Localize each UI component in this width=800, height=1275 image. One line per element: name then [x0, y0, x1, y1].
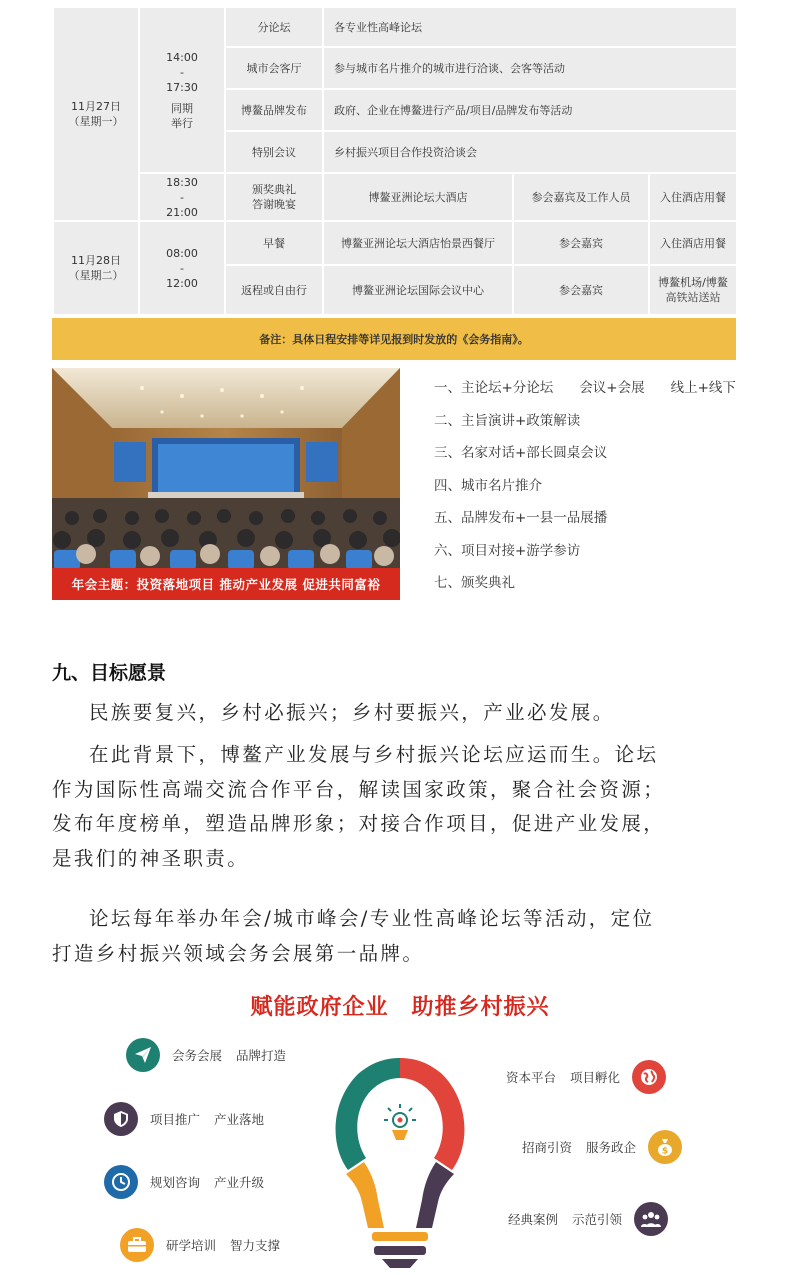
people-icon — [634, 1202, 668, 1236]
agenda-label: 二、主旨演讲+政策解读 — [434, 412, 581, 429]
event-name: 特别会议 — [225, 131, 323, 173]
venue: 博鳌亚洲论坛大酒店怡景西餐厅 — [323, 221, 513, 265]
svg-text:$: $ — [661, 1146, 669, 1157]
bulb-segment-teal — [336, 1058, 400, 1170]
paragraph-line: 论坛每年举办年会/城市峰会/专业性高峰论坛等活动，定位 — [89, 907, 655, 930]
service-item — [506, 1060, 666, 1094]
event-name: 返程或自由行 — [225, 265, 323, 315]
briefcase-icon — [120, 1228, 154, 1262]
schedule-table — [52, 6, 738, 316]
service-label: 研学培训 — [166, 1238, 217, 1253]
day2-time-cell — [139, 221, 225, 315]
bulb-tip — [382, 1259, 418, 1268]
time-start: 08:00 — [166, 246, 198, 260]
award-name: 颁奖典礼 — [252, 183, 296, 196]
idea-icon — [384, 1104, 416, 1140]
service-item — [104, 1102, 264, 1136]
service-label: 产业升级 — [214, 1175, 265, 1190]
agenda-tag: 会议+会展 — [579, 380, 645, 396]
paragraph-3 — [52, 902, 742, 971]
award-name-cell — [225, 173, 323, 221]
agenda-item — [434, 506, 736, 539]
agenda-item — [434, 474, 736, 507]
shield-icon — [104, 1102, 138, 1136]
venue: 博鳌亚洲论坛国际会议中心 — [323, 265, 513, 315]
schedule-note: 备注：具体日程安排等详见报到时发放的《会务指南》。 — [52, 318, 736, 360]
paragraph-line: 发布年度榜单，塑造品牌形象；对接合作项目，促进产业发展， — [52, 812, 666, 835]
service-label: 项目推广 — [150, 1112, 201, 1127]
money-bag-icon — [648, 1130, 682, 1164]
service-label: 服务政企 — [586, 1140, 637, 1155]
service-label: 规划咨询 — [150, 1175, 201, 1190]
transfer-cell — [649, 265, 737, 315]
event-name: 城市会客厅 — [225, 47, 323, 89]
day2-date: 11月28日 — [71, 254, 121, 267]
transfer-line-1: 博鳌机场/博鳌 — [658, 276, 728, 289]
attendees: 参会嘉宾 — [513, 221, 649, 265]
event-name: 博鳌品牌发布 — [225, 89, 323, 131]
day1-date-cell — [53, 7, 139, 221]
service-label: 产业落地 — [214, 1112, 265, 1127]
venue: 博鳌亚洲论坛大酒店 — [323, 173, 513, 221]
attendees: 参会嘉宾及工作人员 — [513, 173, 649, 221]
agenda-tag: 线上+线下 — [670, 380, 736, 396]
paragraph-line: 打造乡村振兴领域会务会展第一品牌。 — [52, 941, 425, 965]
paper-plane-icon — [126, 1038, 160, 1072]
bulb-base-ring — [372, 1232, 428, 1241]
conference-hall-image — [52, 368, 400, 600]
day2-date-cell — [53, 221, 139, 315]
agenda-item — [434, 571, 736, 604]
banquet-name: 答谢晚宴 — [252, 198, 296, 211]
bulb-base-ring — [374, 1246, 426, 1255]
event-detail: 各专业性高峰论坛 — [323, 7, 737, 47]
service-label: 招商引资 — [522, 1140, 573, 1155]
time-dash: - — [180, 261, 184, 275]
service-item — [104, 1165, 264, 1199]
event-detail: 乡村振兴项目合作投资洽谈会 — [323, 131, 737, 173]
paragraph-line: 是我们的神圣职责。 — [52, 846, 250, 870]
service-item — [126, 1038, 286, 1072]
bulb-segment-dark — [416, 1162, 454, 1228]
service-label: 示范引领 — [572, 1212, 623, 1227]
agenda-label: 三、名家对话+部长圆桌会议 — [434, 445, 608, 461]
service-label: 会务会展 — [172, 1048, 223, 1063]
event-detail: 政府、企业在博鳌进行产品/项目/品牌发布等活动 — [323, 89, 737, 131]
agenda-label: 五、品牌发布+一县一品展播 — [434, 510, 608, 526]
agenda-label: 六、项目对接+游学参访 — [434, 542, 581, 559]
lightbulb-graphic — [328, 1050, 472, 1270]
day1-weekday: （星期一） — [68, 115, 124, 128]
agenda-label: 四、城市名片推介 — [434, 477, 542, 494]
service-label: 项目孵化 — [570, 1070, 621, 1085]
service-item — [120, 1228, 280, 1262]
paragraph-1 — [52, 696, 742, 731]
service-label: 品牌打造 — [236, 1048, 287, 1063]
annual-theme-caption: 年会主题：投资落地项目 推动产业发展 促进共同富裕 — [52, 568, 400, 600]
service-label: 智力支撑 — [230, 1238, 281, 1253]
time-end: 17:30 — [166, 80, 198, 94]
attendees: 参会嘉宾 — [513, 265, 649, 315]
day2-weekday: （星期二） — [68, 269, 124, 282]
concurrent-label-2: 举行 — [171, 116, 193, 130]
event-detail: 参与城市名片推介的城市进行洽谈、会客等活动 — [323, 47, 737, 89]
time-start: 14:00 — [166, 50, 198, 64]
agenda-item — [434, 376, 736, 409]
clock-icon — [104, 1165, 138, 1199]
event-name: 分论坛 — [225, 7, 323, 47]
globe-icon — [632, 1060, 666, 1094]
service-label: 经典案例 — [508, 1212, 559, 1227]
bulb-segment-orange — [346, 1162, 384, 1228]
event-name: 早餐 — [225, 221, 323, 265]
section-title: 九、目标愿景 — [52, 662, 167, 684]
time-dash: - — [180, 190, 184, 204]
concurrent-label: 同期 — [171, 101, 193, 115]
service-label: 资本平台 — [506, 1070, 557, 1085]
transfer-line-2: 高铁站送站 — [665, 291, 721, 304]
meal: 入住酒店用餐 — [649, 221, 737, 265]
time-start: 18:30 — [166, 175, 198, 189]
day1-date: 11月27日 — [71, 100, 121, 113]
meal: 入住酒店用餐 — [649, 173, 737, 221]
agenda-label: 七、颁奖典礼 — [434, 575, 515, 591]
paragraph-2 — [52, 738, 742, 876]
conference-photo — [52, 368, 400, 600]
agenda-label: 一、主论坛+分论坛 — [434, 380, 554, 396]
agenda-list — [434, 376, 736, 604]
time-end: 21:00 — [166, 205, 198, 219]
service-item — [508, 1202, 668, 1236]
day1-time-cell — [139, 7, 225, 173]
service-item — [522, 1130, 682, 1164]
agenda-item — [434, 441, 736, 474]
agenda-item — [434, 539, 736, 572]
time-dash: - — [180, 65, 184, 79]
paragraph-line: 民族要复兴，乡村必振兴；乡村要振兴，产业必发展。 — [89, 701, 615, 724]
diagram-title: 赋能政府企业 助推乡村振兴 — [250, 995, 550, 1020]
bulb-segment-red — [400, 1058, 464, 1170]
day1-evening-time-cell — [139, 173, 225, 221]
agenda-item — [434, 409, 736, 442]
time-end: 12:00 — [166, 276, 198, 290]
paragraph-line: 作为国际性高端交流合作平台，解读国家政策，聚合社会资源； — [52, 777, 666, 801]
paragraph-line: 在此背景下，博鳌产业发展与乡村振兴论坛应运而生。论坛 — [89, 743, 659, 766]
